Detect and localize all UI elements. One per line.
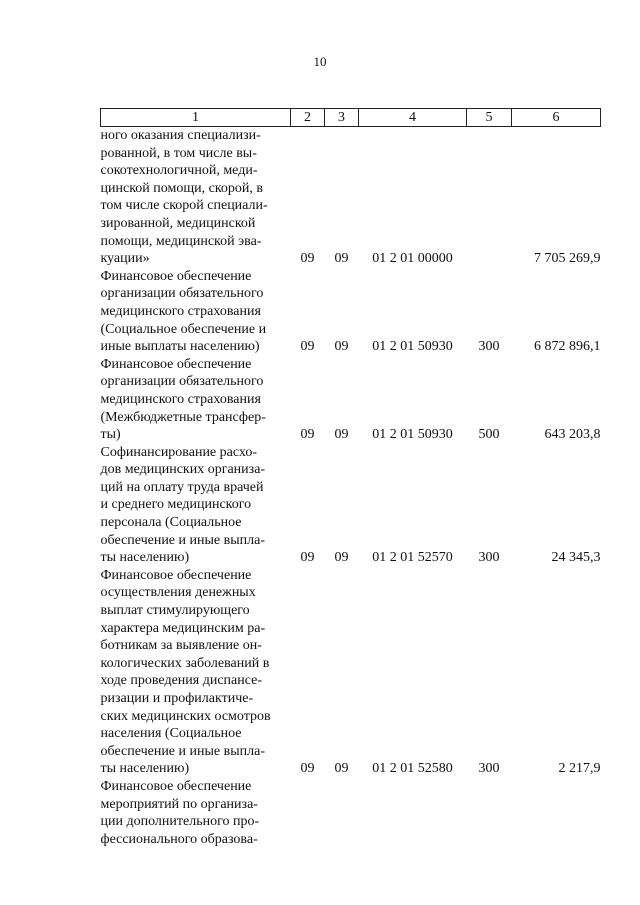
expense-type-cell bbox=[467, 778, 512, 848]
code-cell: 01 2 01 00000 bbox=[372, 251, 453, 267]
page-number: 10 bbox=[313, 54, 327, 69]
description-line: Финансовое обеспечение bbox=[100, 268, 252, 284]
section-cell: 09 bbox=[300, 339, 315, 355]
section-cell: 09 bbox=[300, 761, 315, 777]
description-cell bbox=[101, 356, 291, 444]
description-cell bbox=[101, 127, 291, 268]
amount-cell: 24 345,3 bbox=[551, 550, 601, 566]
description-line: Финансовое обеспечение bbox=[100, 356, 252, 372]
description-line: ботникам за выявление он- bbox=[100, 638, 262, 654]
description-line: Финансовое обеспечение bbox=[100, 778, 252, 794]
table-row bbox=[101, 567, 601, 778]
description-line: куации» bbox=[100, 251, 150, 267]
description-cell bbox=[101, 567, 291, 778]
description-line: кологических заболеваний в bbox=[100, 655, 270, 671]
section-cell: 09 bbox=[300, 550, 315, 566]
description-line: ты населению) bbox=[100, 550, 190, 566]
section-cell: 09 bbox=[300, 427, 315, 443]
code-cell bbox=[359, 778, 467, 848]
budget-table bbox=[100, 108, 601, 848]
expense-type-cell: 300 bbox=[478, 339, 500, 355]
subsection-cell: 09 bbox=[334, 550, 349, 566]
description-line: ты) bbox=[100, 427, 121, 443]
subsection-cell: 09 bbox=[334, 251, 349, 267]
table-header bbox=[101, 109, 601, 127]
description-line: Софинансирование расхо- bbox=[100, 444, 258, 460]
description-line: рованной, в том числе вы- bbox=[100, 145, 257, 161]
subsection-cell: 09 bbox=[334, 761, 349, 777]
description-line: персонала (Социальное bbox=[100, 515, 242, 531]
description-line: дов медицинских организа- bbox=[100, 462, 266, 478]
description-line: ских медицинских осмотров bbox=[100, 708, 271, 724]
amount-cell: 2 217,9 bbox=[558, 761, 601, 777]
amount-cell: 6 872 896,1 bbox=[534, 339, 601, 355]
subsection-cell: 09 bbox=[334, 427, 349, 443]
header-col-4: 4 bbox=[359, 109, 467, 127]
expense-type-cell: 300 bbox=[478, 761, 500, 777]
table-row bbox=[101, 127, 601, 268]
expense-type-cell bbox=[467, 127, 512, 268]
expense-type-cell: 500 bbox=[478, 427, 500, 443]
description-line: обеспечение и иные выпла- bbox=[100, 743, 265, 759]
description-line: иные выплаты населению) bbox=[100, 339, 260, 355]
amount-cell bbox=[512, 778, 601, 848]
description-line: Финансовое обеспечение bbox=[100, 567, 252, 583]
subsection-cell: 09 bbox=[334, 339, 349, 355]
table-row bbox=[101, 356, 601, 444]
table-row bbox=[101, 444, 601, 567]
description-line: медицинского страхования bbox=[100, 391, 261, 407]
description-cell bbox=[101, 778, 291, 848]
header-col-2: 2 bbox=[291, 109, 325, 127]
description-line: ризации и профилактиче- bbox=[100, 691, 254, 706]
description-line: и среднего медицинского bbox=[100, 497, 252, 513]
description-line: (Социальное обеспечение и bbox=[100, 321, 267, 337]
section-cell bbox=[291, 778, 325, 848]
description-line: организации обязательного bbox=[100, 286, 264, 302]
header-col-1: 1 bbox=[101, 109, 291, 127]
description-line: ты населению) bbox=[100, 761, 190, 777]
header-col-3: 3 bbox=[325, 109, 359, 127]
code-cell: 01 2 01 52580 bbox=[372, 761, 453, 777]
header-row bbox=[101, 109, 601, 127]
description-line: организации обязательного bbox=[100, 374, 264, 390]
amount-cell: 643 203,8 bbox=[544, 427, 601, 443]
code-cell: 01 2 01 50930 bbox=[372, 339, 453, 355]
header-col-6: 6 bbox=[512, 109, 601, 127]
section-cell: 09 bbox=[300, 251, 315, 267]
header-col-5: 5 bbox=[467, 109, 512, 127]
description-line: выплат стимулирующего bbox=[100, 603, 250, 619]
description-line: сокотехнологичной, меди- bbox=[100, 163, 258, 179]
description-line: том числе скорой специали- bbox=[100, 198, 268, 214]
description-line: ции дополнительного про- bbox=[100, 814, 260, 830]
table-body bbox=[101, 127, 601, 849]
amount-cell: 7 705 269,9 bbox=[534, 251, 601, 267]
description-line: обеспечение и иные выпла- bbox=[100, 532, 265, 548]
subsection-cell bbox=[325, 778, 359, 848]
description-line: фессионального образова- bbox=[100, 831, 258, 847]
description-line: зированной, медицинской bbox=[100, 215, 256, 231]
table-row bbox=[101, 268, 601, 356]
description-line: населения (Социальное bbox=[100, 726, 242, 742]
description-cell bbox=[101, 444, 291, 567]
description-line: мероприятий по организа- bbox=[100, 796, 258, 812]
description-line: медицинского страхования bbox=[100, 303, 261, 319]
description-line: осуществления денежных bbox=[100, 585, 256, 601]
code-cell: 01 2 01 52570 bbox=[372, 550, 453, 566]
table-row bbox=[101, 778, 601, 848]
description-line: ходе проведения диспансе- bbox=[100, 673, 262, 689]
code-cell: 01 2 01 50930 bbox=[372, 427, 453, 443]
description-line: характера медицинским ра- bbox=[100, 620, 266, 636]
description-line: помощи, медицинской эва- bbox=[100, 233, 262, 249]
expense-type-cell: 300 bbox=[478, 550, 500, 566]
description-line: ций на оплату труда врачей bbox=[100, 479, 264, 495]
description-line: ного оказания специализи- bbox=[100, 128, 261, 143]
description-line: (Межбюджетные трансфер- bbox=[100, 409, 266, 425]
description-cell bbox=[101, 268, 291, 356]
description-line: цинской помощи, скорой, в bbox=[100, 180, 264, 196]
